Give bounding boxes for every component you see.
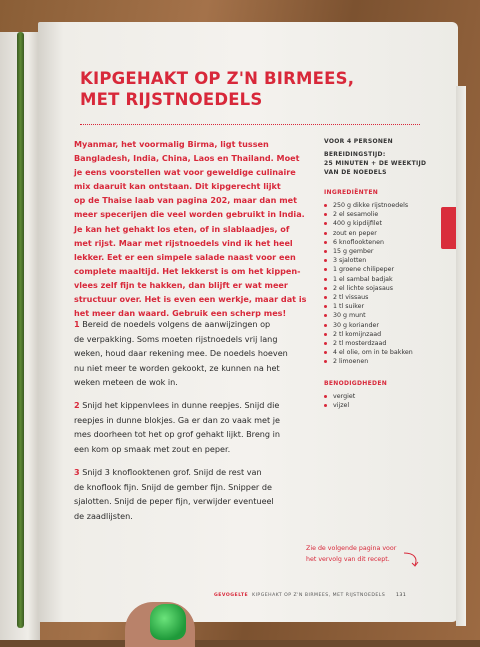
step-line (74, 398, 306, 413)
recipe-sidebar (324, 137, 434, 410)
ingredient-item: 30 g koriander (324, 321, 434, 330)
tool-item: vijzel (324, 401, 434, 410)
step-line: mes doorheen tot het op grof gehakt lijkt. Breng in (74, 429, 281, 440)
step-line (74, 317, 306, 332)
ingredient-item: 3 sjalotten (324, 256, 434, 265)
bullet-icon (324, 351, 327, 354)
bullet-icon (324, 324, 327, 327)
tools-list (324, 392, 434, 410)
step-line: weken meteen de wok in. (74, 377, 178, 388)
ingredient-item: 2 el lichte sojasaus (324, 284, 434, 293)
bullet-icon (324, 222, 327, 225)
step-line: reepjes in dunne blokjes. Ga er dan zo vaak met je (74, 414, 280, 425)
bullet-icon (324, 241, 327, 244)
intro-line: je eens voorstellen wat voor geweldige culinaire (74, 167, 296, 178)
curved-arrow-icon (400, 550, 422, 570)
bullet-icon (324, 395, 327, 398)
ingredients-heading: INGREDIËNTEN (324, 189, 379, 196)
step-line: de verpakking. Soms moeten rijstnoedels vrij lang (74, 333, 278, 344)
step-line: de knoflook fijn. Snijd de gember fijn. Snipper de (74, 481, 272, 492)
recipe-intro (74, 137, 306, 320)
step-text: Snijd het kippenvlees in dunne reepjes. Snijd die (82, 400, 280, 410)
continue-note-line: het vervolg van dit recept. (306, 555, 390, 563)
intro-line: lekker. Eet er een simpele salade naast voor een (74, 251, 296, 262)
bullet-icon (324, 342, 327, 345)
ingredient-item: 30 g munt (324, 311, 434, 320)
bullet-icon (324, 314, 327, 317)
ingredients-list (324, 201, 434, 367)
step-line: nu niet meer te worden gekookt, ze kunnen na het (74, 362, 280, 373)
step-number: 2 (74, 400, 80, 410)
page-stack-edge (456, 86, 466, 626)
step-line: sjalotten. Snijd de peper fijn, verwijder eventueel (74, 496, 274, 507)
bullet-icon (324, 287, 327, 290)
servings: VOOR 4 PERSONEN (324, 138, 393, 145)
tool-item: vergiet (324, 392, 434, 401)
ingredient-item: 2 limoenen (324, 357, 434, 366)
step-text: Bereid de noedels volgens de aanwijzingen op (82, 319, 271, 329)
intro-line: complete maaltijd. Het lekkerst is om het kippen- (74, 265, 301, 276)
ingredient-item: 400 g kipdijfilet (324, 219, 434, 228)
recipe-title-line: MET RIJSTNOEDELS (80, 90, 263, 109)
tools-heading: BENODIGDHEDEN (324, 379, 388, 387)
ingredient-item: 2 tl komijnzaad (324, 330, 434, 339)
ingredient-item: 15 g gember (324, 247, 434, 256)
bullet-icon (324, 333, 327, 336)
step-text: Snijd 3 knoflooktenen grof. Snijd de rest van (82, 467, 262, 477)
bullet-icon (324, 360, 327, 363)
bullet-icon (324, 204, 327, 207)
ingredient-item: 4 el olie, om in te bakken (324, 348, 434, 357)
title-divider (80, 124, 420, 125)
ingredient-item: 250 g dikke rijstnoedels (324, 201, 434, 210)
red-page-tab (441, 207, 456, 249)
intro-line: met rijst. Maar met rijstnoedels vind ik het heel (74, 237, 293, 248)
step-line: de zaadlijsten. (74, 510, 133, 521)
prep-time-value: 25 MINUTEN + DE WEEKTIJD (324, 160, 427, 167)
page-footer (214, 593, 424, 598)
recipe-title (80, 68, 430, 110)
bullet-icon (324, 213, 327, 216)
step-number: 3 (74, 467, 80, 477)
ingredient-item: 6 knoflooktenen (324, 238, 434, 247)
intro-line: Je kan het gehakt los eten, of in slablaadjes, of (74, 223, 290, 234)
prep-time-value-cont: VAN DE NOEDELS (324, 169, 387, 176)
intro-line: Myanmar, het voormalig Birma, ligt tussen (74, 139, 269, 149)
bullet-icon (324, 259, 327, 262)
footer-title: KIPGEHAKT OP Z'N BIRMEES, MET RIJSTNOEDELS (252, 593, 386, 598)
step-line (74, 465, 306, 480)
intro-line: mix daaruit kan ontstaan. Dit kipgerecht lijkt (74, 181, 281, 192)
bullet-icon (324, 278, 327, 281)
bullet-icon (324, 268, 327, 271)
recipe-step-1 (74, 317, 306, 390)
ingredient-item: 2 tl mosterdzaad (324, 339, 434, 348)
ingredient-item: 2 tl vissaus (324, 293, 434, 302)
bullet-icon (324, 305, 327, 308)
ingredient-item: 1 groene chilipeper (324, 265, 434, 274)
intro-line: Bangladesh, India, China, Laos en Thailand. Moet (74, 153, 300, 164)
intro-line: het meer dan waard. Gebruik een scherp mes! (74, 308, 287, 319)
intro-line: meer specerijen die veel worden gebruikt in India. (74, 209, 305, 220)
ingredient-item: 1 el sambal badjak (324, 275, 434, 284)
ingredient-item: 2 el sesamolie (324, 210, 434, 219)
bookmark-ribbon (17, 32, 24, 628)
recipe-step-2 (74, 398, 306, 456)
intro-line: op de Thaise laab van pagina 202, maar dan met (74, 195, 297, 206)
step-number: 1 (74, 319, 80, 329)
bullet-icon (324, 404, 327, 407)
footer-section: GEVOGELTE (214, 593, 249, 598)
prep-time-label: BEREIDINGSTIJD: (324, 151, 386, 158)
intro-line: structuur over. Het is even een werkje, maar dat is (74, 294, 307, 305)
intro-line: vlees zelf fijn te hakken, dan blijft er wat meer (74, 279, 288, 290)
step-line: weken, houd daar rekening mee. De noedels hoeven (74, 348, 288, 359)
ingredient-item: 1 tl suiker (324, 302, 434, 311)
step-line: een kom op smaak met zout en peper. (74, 443, 231, 454)
recipe-step-3 (74, 465, 306, 523)
green-fingernail (150, 604, 186, 640)
bullet-icon (324, 232, 327, 235)
page-number: 131 (396, 593, 407, 598)
recipe-title-line: KIPGEHAKT OP Z'N BIRMEES, (80, 69, 355, 88)
bullet-icon (324, 250, 327, 253)
bullet-icon (324, 296, 327, 299)
ingredient-item: zout en peper (324, 229, 434, 238)
continue-note-line: Zie de volgende pagina voor (306, 545, 397, 552)
